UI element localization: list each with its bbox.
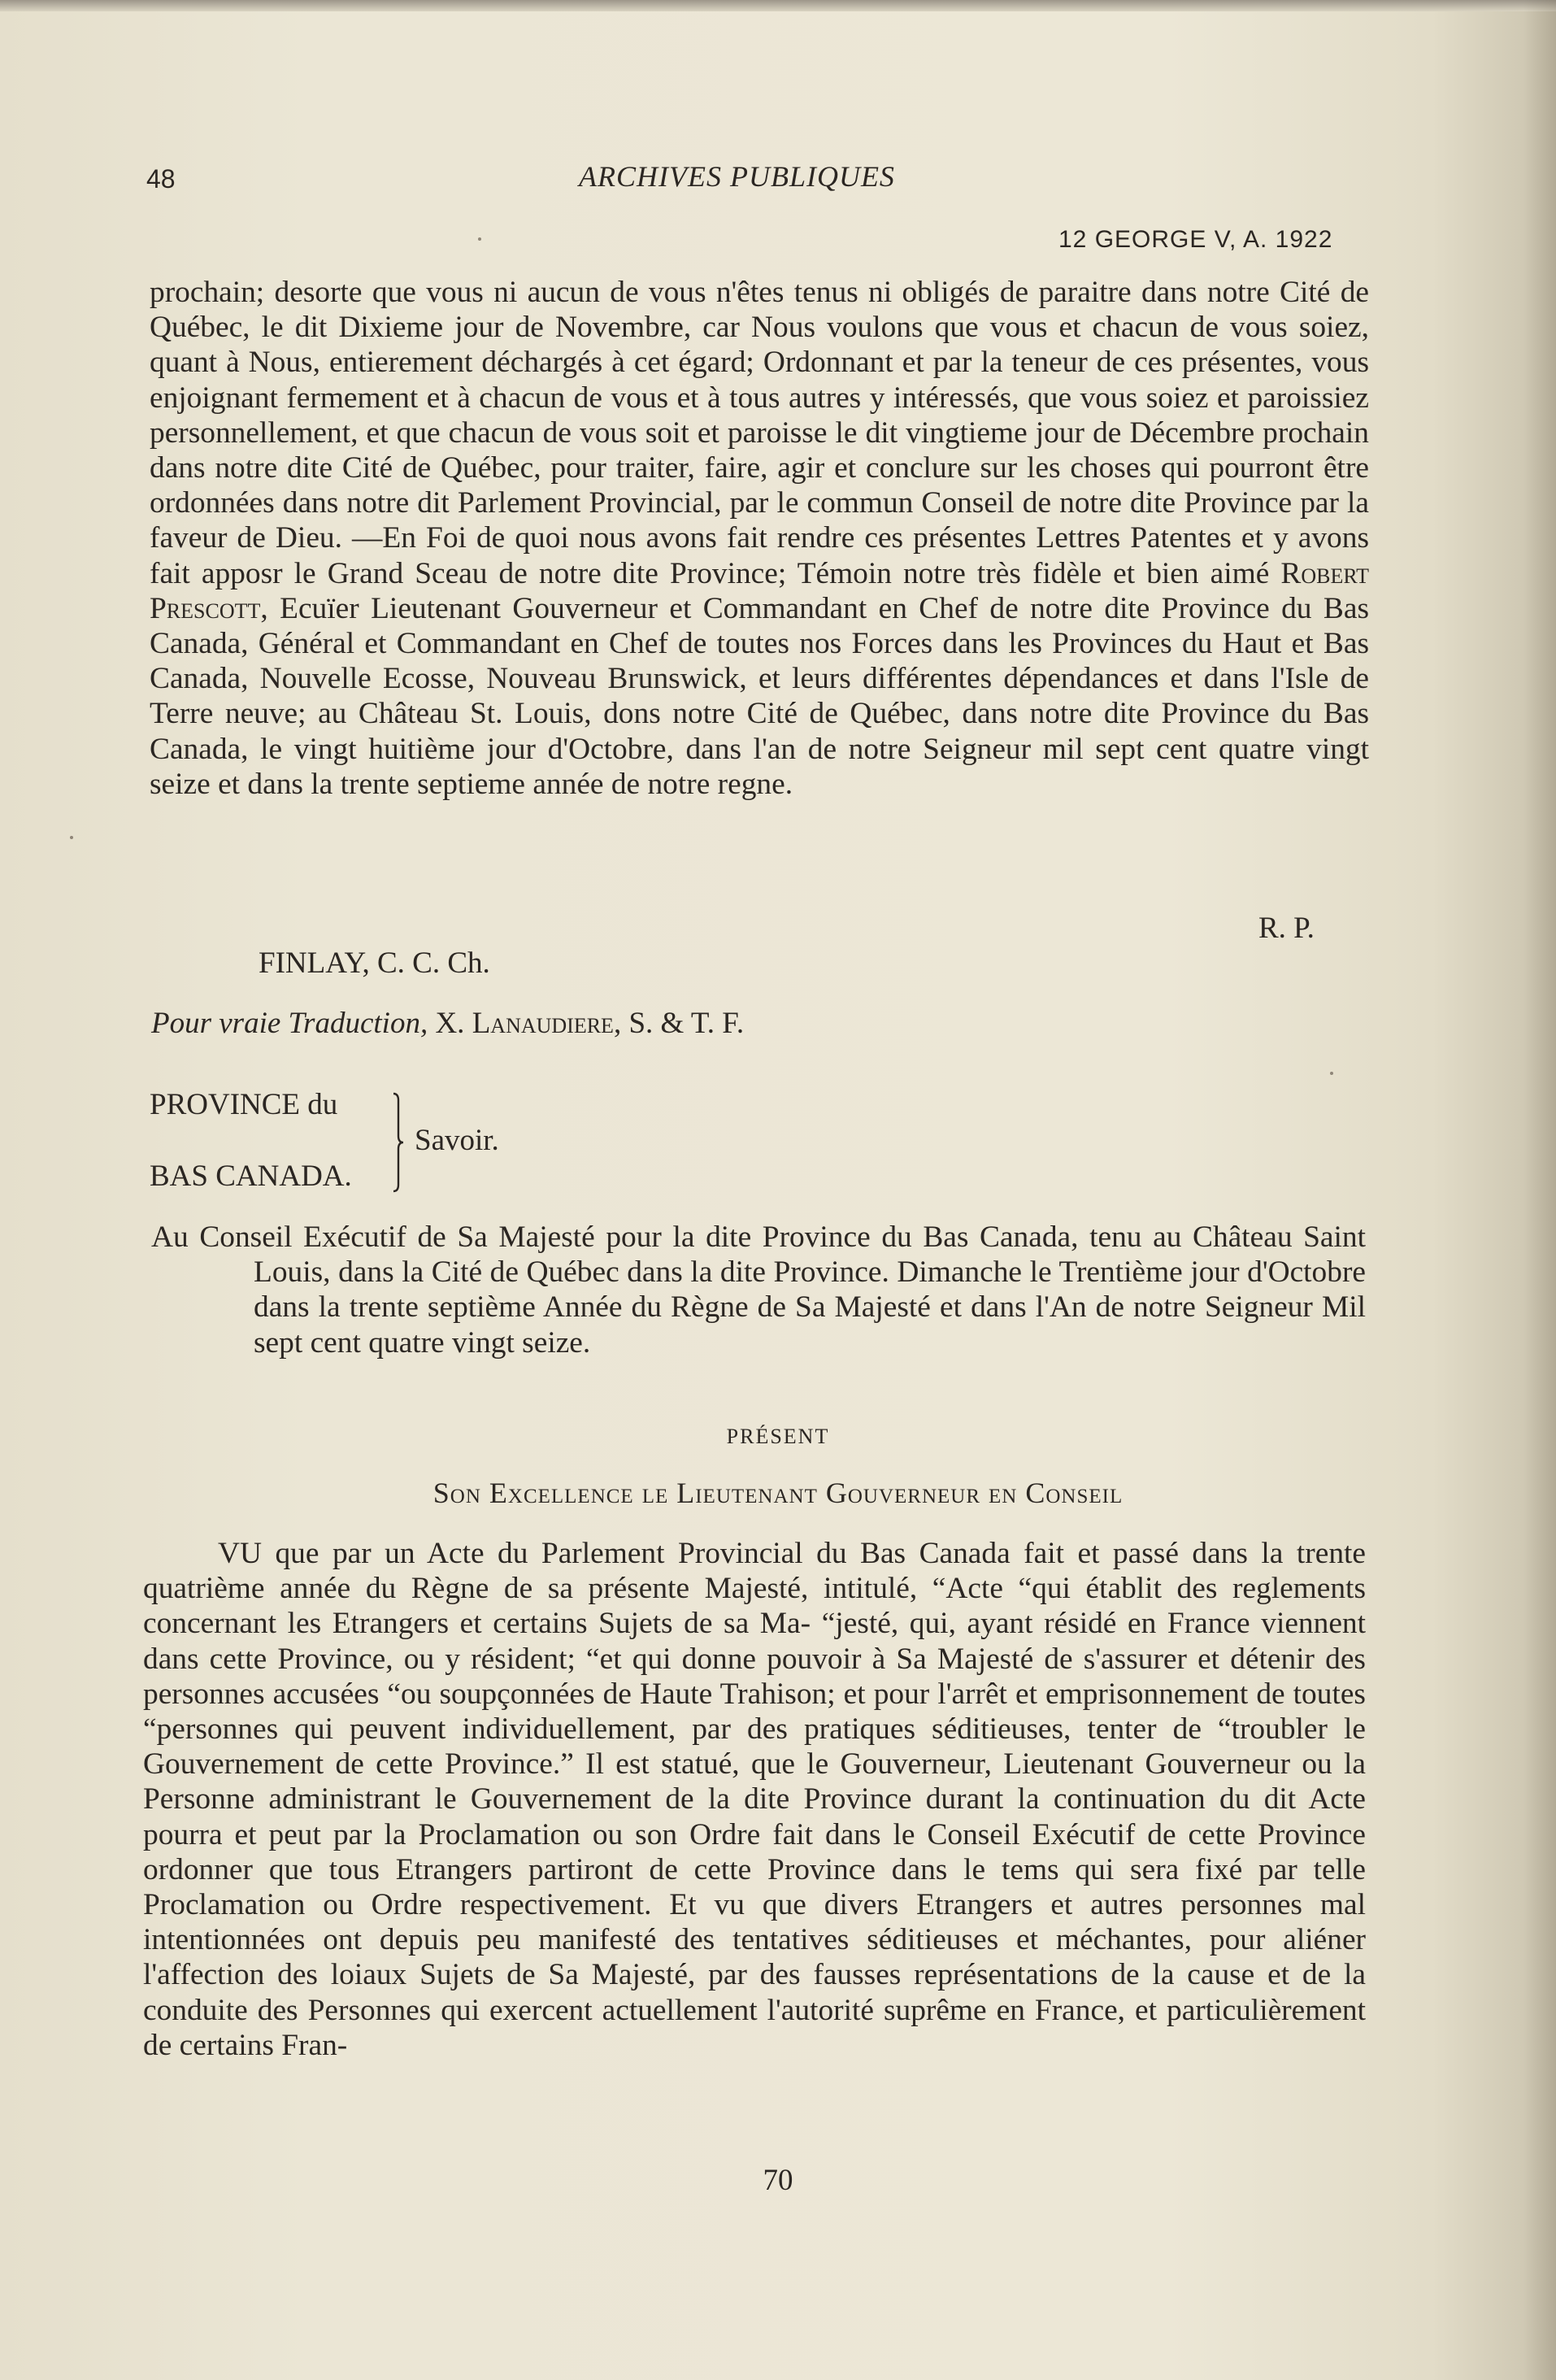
running-head: [146, 159, 1366, 200]
council-paragraph: Au Conseil Exécutif de Sa Majesté pour la dite Province du Bas Canada, tenu au Château Saint Louis, dans la Cité de Québec dans la dite Province. Dimanche le Trentième jour d'Octobre dans la trente septième Année du Règne de Sa Majesté et dans l'An de notre Seigneur Mil sept cent quatre vingt seize.: [151, 1220, 1366, 1360]
page-number: 48: [146, 164, 176, 194]
translation-label: Pour vraie Traduction,: [151, 1007, 428, 1040]
translator-name: Lanaudiere: [472, 1007, 614, 1040]
paper-speck: [1330, 1072, 1333, 1075]
excellency-heading: Son Excellence le Lieutenant Gouverneur en Conseil: [432, 1477, 1124, 1509]
paper-speck: [70, 836, 73, 839]
running-title: ARCHIVES PUBLIQUES: [579, 160, 895, 193]
translator-suffix: , S. & T. F.: [613, 1007, 745, 1040]
proclamation-body-continued: , Ecuïer Lieutenant Gouverneur et Commandant en Chef de notre dite Province du Bas Canada, Général et Commandant en Chef de toutes nos Forces dans les Provinces du Haut et Bas Canada, Nouvelle Ecosse, Nouveau Brunswick, et leurs différentes dépendances et dans l'Isle de Terre neuve; au Château St. Louis, dons notre Cité de Québec, dans notre dite Province du Bas Canada, le vingt huitième jour d'Octobre, dans l'an de notre Seigneur mil sept cent quatre vingt seize et dans la trente septieme année de notre regne.: [150, 591, 1369, 801]
present-label: PRÉSENT: [726, 1425, 830, 1448]
bottom-folio: 70: [763, 2164, 793, 2197]
province-line-2: BAS CANADA.: [150, 1160, 352, 1193]
province-line-1: PROVINCE du: [150, 1088, 338, 1121]
translation-attestation: [151, 1006, 744, 1041]
vu-paragraph-text: VU que par un Acte du Parlement Provincial du Bas Canada fait et passé dans la trente quatrième année du Règne de sa présente Majesté, intitulé, “Acte “qui établit des reglements concernant les Etrangers et certains Sujets de sa Ma- “jesté, qui, ayant résidé en France viennent dans cette Province, ou y résident; “et qui donne pouvoir à Sa Majesté de s'assurer et détenir des personnes accusées “ou soupçonnées de Haute Trahison; et pour l'arrêt et emprisonnement de toutes “personnes qui peuvent individuellement, par des pratiques séditieuses, tenter de “troubler le Gouvernement de cette Province.” Il est statué, que le Gouverneur, Lieutenant Gouverneur ou la Personne administrant le Gouvernement de la dite Province durant la continuation du dit Acte pourra et peut par la Proclamation ou son Ordre fait dans le Conseil Exécutif de cette Province ordonner que tous Etrangers partiront de cette Province dans le tems qui sera fixé par telle Proclamation ou Ordre respectivement. Et vu que divers Etrangers et autres personnes mal intentionnées ont depuis peu manifesté des tentatives séditieuses et méchantes, pour aliéner l'affection des loiaux Sujets de Sa Majesté, par des fausses représentations de la cause et de la conduite des Personnes qui exercent actuellement l'autorité suprême en France, et particulièrement de certains Fran-: [143, 1537, 1366, 2062]
initials: R. P.: [1258, 912, 1315, 945]
page-right-edge-shadow: [1523, 0, 1556, 2380]
brace-icon: [392, 1092, 405, 1193]
vu-paragraph: [143, 1536, 1366, 2063]
savoir-label: Savoir.: [415, 1124, 499, 1157]
proclamation-body: prochain; desorte que vous ni aucun de vous n'êtes tenus ni obligés de paraitre dans notre Cité de Québec, le dit Dixieme jour de Novembre, car Nous voulons que vous et chacun de vous soiez, quant à Nous, entierement déchargés à cet égard; Ordonnant et par la teneur de ces présentes, vous enjoignant fermement et à chacun de vous et à tous autres y intéressés, que vous soiez et paroissiez personnellement, et que chacun de vous soit et paroisse le dit vingtieme jour de Décembre prochain dans notre dite Cité de Québec, pour traiter, faire, agir et conclure sur les choses qui pourront être ordonnées dans notre dit Parlement Provincial, par le commun Conseil de notre dite Province par la faveur de Dieu. —En Foi de quoi nous avons fait rendre ces présentes Lettres Patentes et y avons fait apposr le Grand Sceau de notre dite Province; Témoin notre très fidèle et bien aimé: [150, 276, 1369, 590]
province-header: [150, 1087, 637, 1201]
witness-name: Robert Prescott: [150, 556, 1369, 625]
regnal-year: 12 GEORGE V, A. 1922: [1058, 226, 1333, 253]
paper-speck: [478, 237, 481, 241]
signature: FINLAY, C. C. Ch.: [259, 946, 490, 980]
proclamation-text: [150, 275, 1369, 802]
translator-initial: X.: [435, 1007, 465, 1040]
page-top-edge: [0, 0, 1556, 11]
